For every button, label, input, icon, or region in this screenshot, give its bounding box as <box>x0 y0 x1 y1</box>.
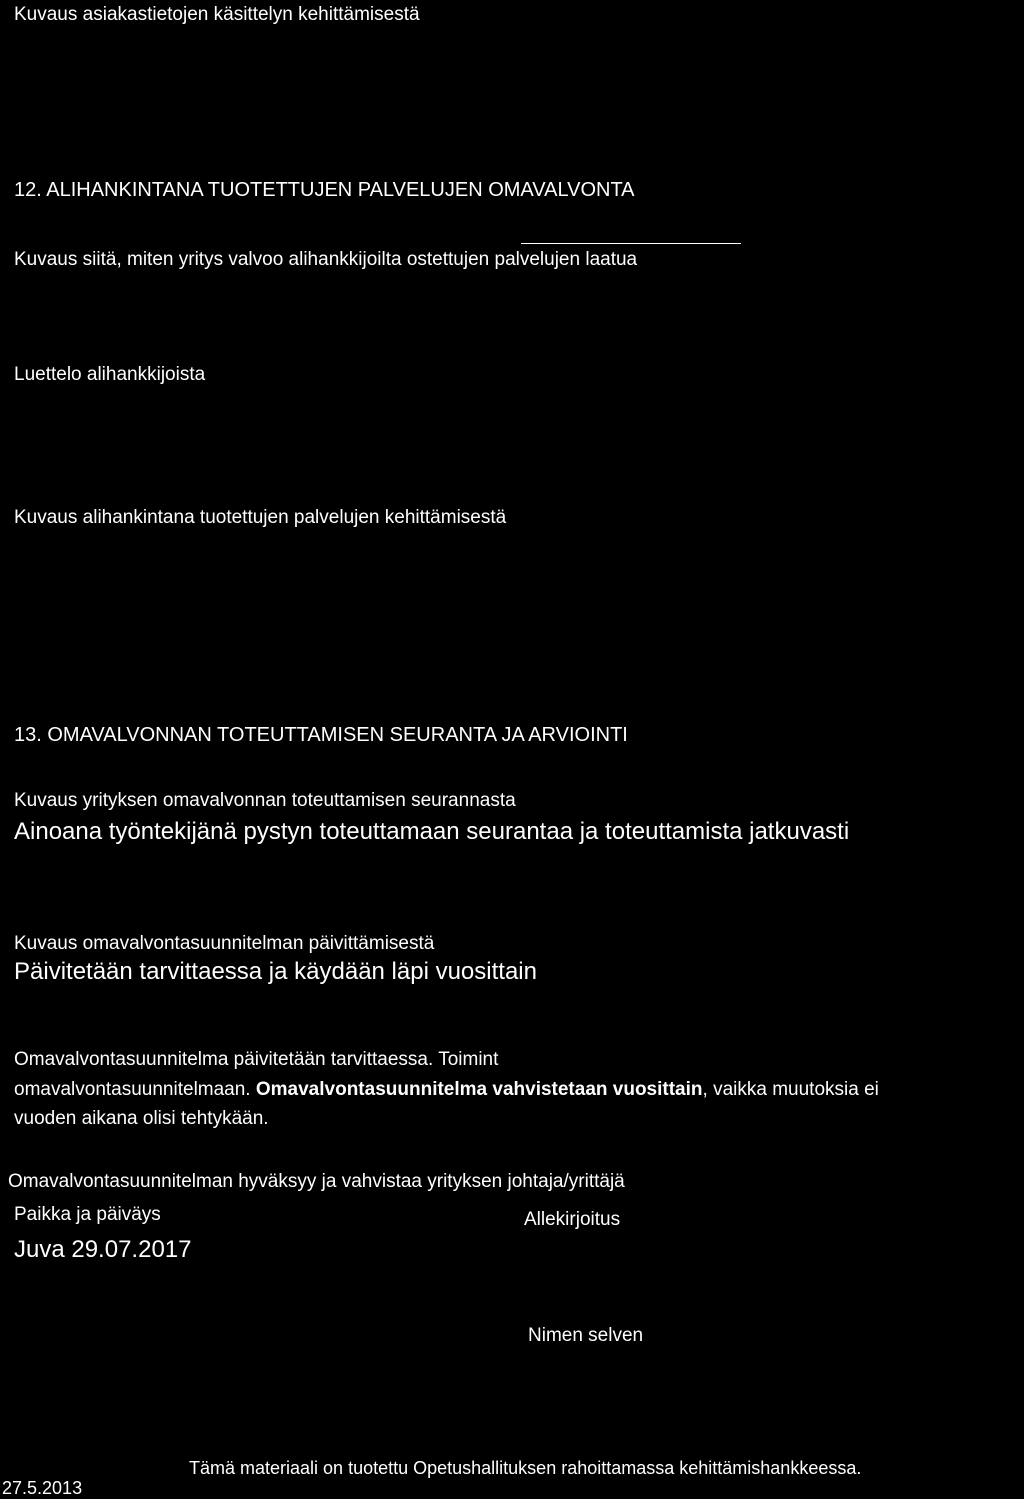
section-13-heading: 13. OMAVALVONNAN TOTEUTTAMISEN SEURANTA JA ARVIOINTI <box>14 724 628 746</box>
update-note-line-2-bold: Omavalvontasuunnitelma vahvistetaan vuosittain <box>255 1079 703 1100</box>
name-clarification-label: Nimen selven <box>528 1325 644 1346</box>
update-note-line-2 <box>14 1080 879 1099</box>
footer-date: 27.5.2013 <box>2 1478 83 1498</box>
footer-funding-note: Tämä materiaali on tuotettu Opetushallituksen rahoittamassa kehittämishankkeessa. <box>189 1458 862 1478</box>
signature-label: Allekirjoitus <box>524 1209 621 1230</box>
section-12-heading: 12. ALIHANKINTANA TUOTETTUJEN PALVELUJEN OMAVALVONTA <box>14 179 635 201</box>
section-12-question-quality: Kuvaus siitä, miten yritys valvoo alihankkijoilta ostettujen palvelujen laatua <box>14 249 638 270</box>
section-12-underline <box>521 243 741 244</box>
update-note-line-1: Omavalvontasuunnitelma päivitetään tarvittaessa. Toimint <box>14 1049 499 1070</box>
update-note-line-2-start: omavalvontasuunnitelmaan. <box>14 1079 256 1100</box>
update-note-line-3: vuoden aikana olisi tehtykään. <box>14 1108 269 1129</box>
section-12-question-development: Kuvaus alihankintana tuotettujen palvelujen kehittämisestä <box>14 507 507 528</box>
section-13-answer-monitoring: Ainoana työntekijänä pystyn toteuttamaan seurantaa ja toteuttamista jatkuvasti <box>14 818 850 845</box>
section-13-answer-updating: Päivitetään tarvittaessa ja käydään läpi vuosittain <box>14 958 537 985</box>
place-date-label: Paikka ja päiväys <box>14 1204 161 1225</box>
section-12-question-subcontractors: Luettelo alihankkijoista <box>14 364 206 385</box>
section-13-question-updating: Kuvaus omavalvontasuunnitelman päivittämisestä <box>14 933 435 954</box>
top-fragment-text: Kuvaus asiakastietojen käsittelyn kehittämisestä <box>14 4 420 25</box>
update-note-line-2-end: , vaikka muutoksia ei <box>702 1079 879 1100</box>
place-date-value: Juva 29.07.2017 <box>14 1236 192 1263</box>
approval-text: Omavalvontasuunnitelman hyväksyy ja vahvistaa yrityksen johtaja/yrittäjä <box>8 1171 625 1192</box>
section-13-question-monitoring: Kuvaus yrityksen omavalvonnan toteuttamisen seurannasta <box>14 790 516 811</box>
